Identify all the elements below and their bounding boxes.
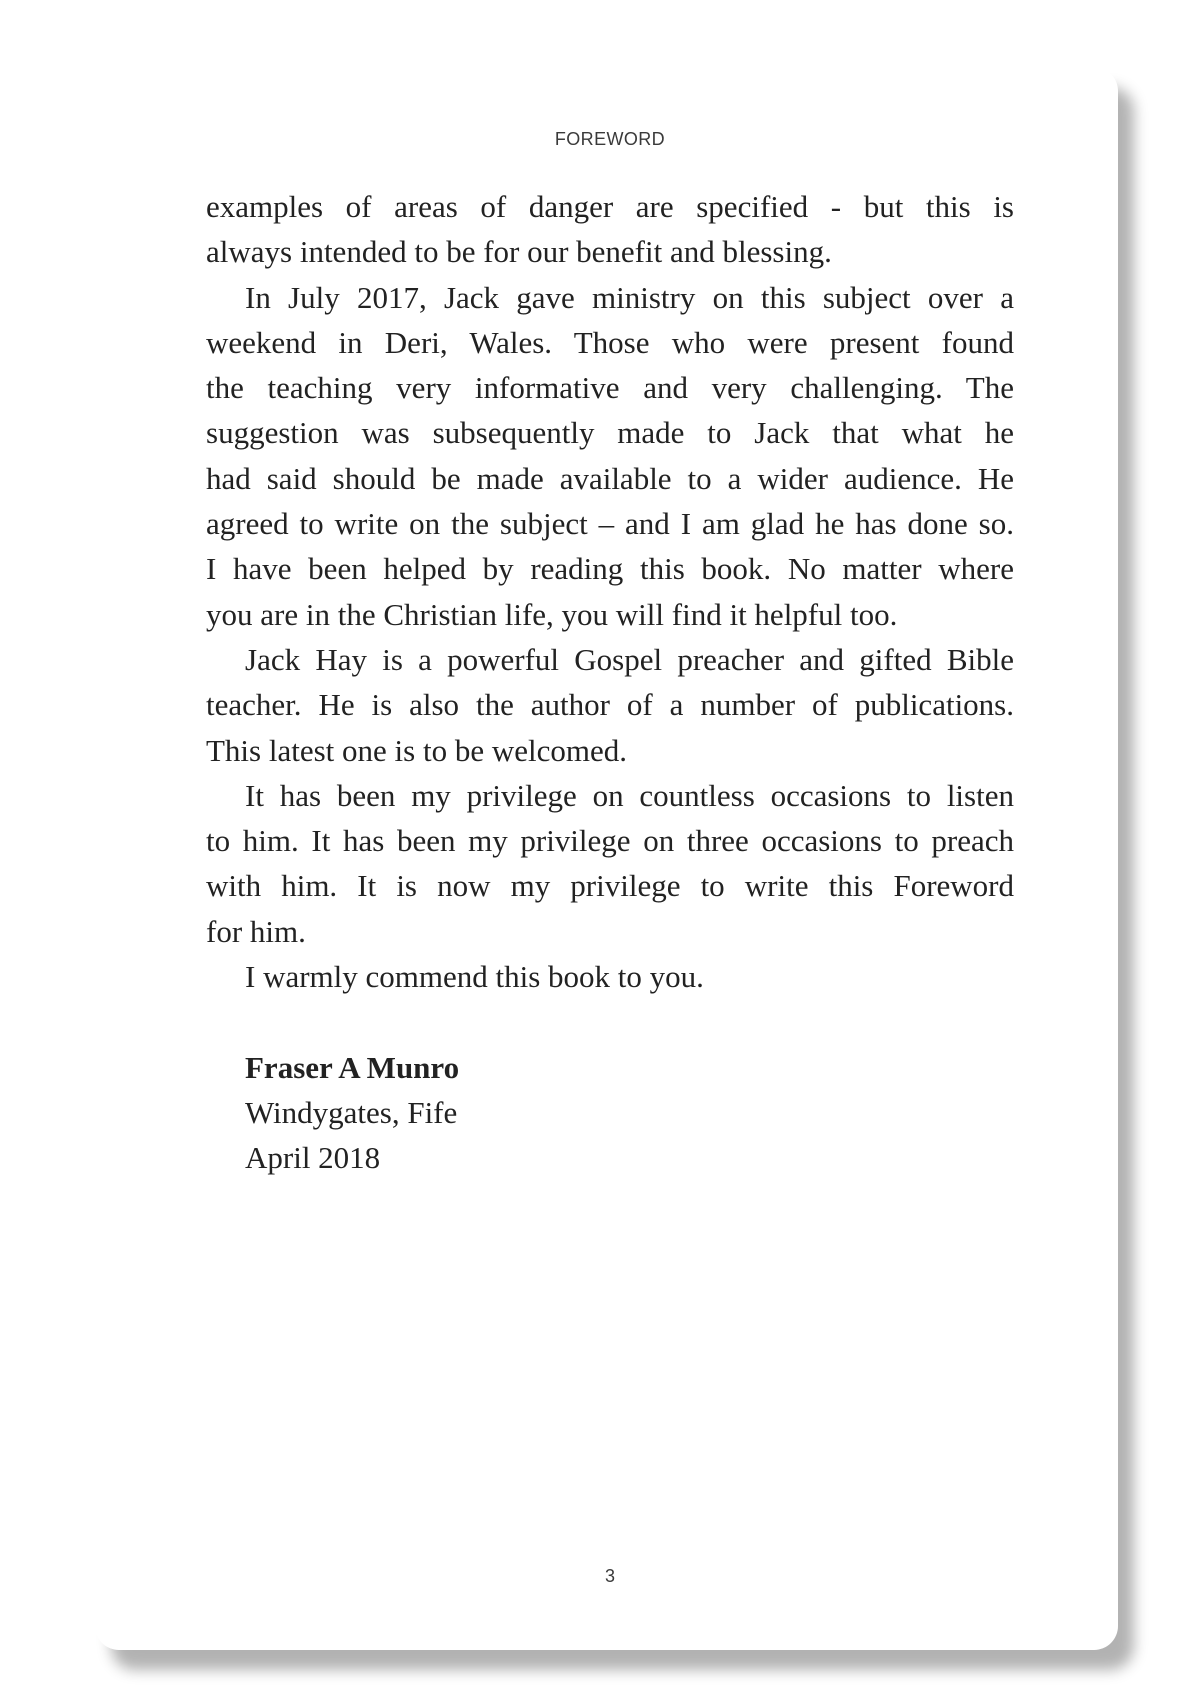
paragraph-line: In July 2017, Jack gave ministry on this subject over a — [245, 279, 1014, 315]
paragraph-line: Jack Hay is a powerful Gospel preacher and gifted Bible — [245, 641, 1014, 677]
foreword-paragraph — [206, 954, 1014, 999]
paragraph-line: suggestion was subsequently made to Jack that what he — [206, 415, 1014, 451]
running-header: FOREWORD — [554, 129, 666, 149]
paragraph-line: teacher. He is also the author of a number of publications. — [206, 687, 1014, 723]
signature-date: April 2018 — [245, 1140, 381, 1176]
paragraph-line: had said should be made available to a wider audience. He — [206, 460, 1014, 496]
foreword-paragraph — [206, 184, 1014, 275]
paragraph-line: weekend in Deri, Wales. Those who were present found — [206, 324, 1014, 360]
foreword-paragraph — [206, 637, 1014, 773]
signature-name: Fraser A Munro — [245, 1049, 460, 1085]
paragraph-line: for him. — [206, 913, 306, 949]
paragraph-spacer — [206, 999, 1014, 1044]
paragraph-line: I warmly commend this book to you. — [245, 959, 704, 995]
foreword-body — [206, 184, 1014, 1181]
foreword-paragraph — [206, 773, 1014, 954]
paragraph-line: to him. It has been my privilege on three occasions to preach — [206, 823, 1014, 859]
paragraph-line: examples of areas of danger are specified - but this is — [206, 189, 1014, 224]
paragraph-line: It has been my privilege on countless occasions to listen — [245, 777, 1014, 813]
signature-block — [206, 1045, 1014, 1181]
foreword-paragraph — [206, 275, 1014, 637]
paragraph-line: the teaching very informative and very challenging. The — [206, 370, 1014, 406]
paragraph-line: This latest one is to be welcomed. — [206, 732, 627, 768]
signature-place: Windygates, Fife — [245, 1094, 458, 1130]
paragraph-line: I have been helped by reading this book. No matter where — [206, 551, 1014, 587]
page-number: 3 — [604, 1566, 615, 1586]
paragraph-line: with him. It is now my privilege to write this Foreword — [206, 868, 1014, 904]
paragraph-line: always intended to be for our benefit and blessing. — [206, 234, 832, 270]
paragraph-line: you are in the Christian life, you will find it helpful too. — [206, 596, 898, 632]
paragraph-line: agreed to write on the subject – and I am glad he has done so. — [206, 506, 1014, 542]
